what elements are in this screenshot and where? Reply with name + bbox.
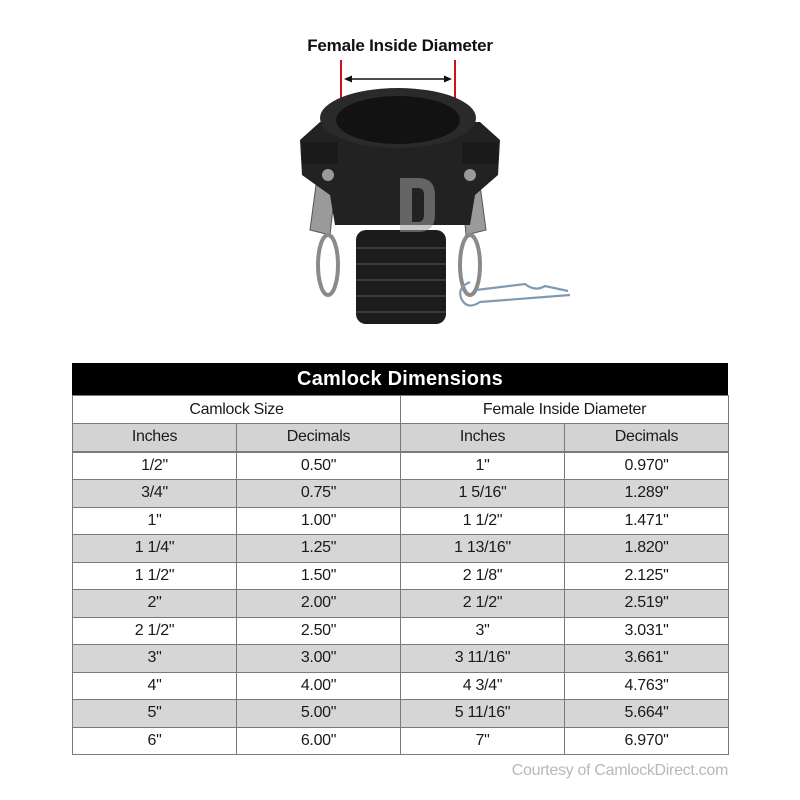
col-header-diameter-decimals: Decimals: [565, 424, 729, 452]
cell: 1.820": [565, 535, 729, 563]
table-row: [73, 562, 729, 590]
cell: 3.661": [565, 645, 729, 673]
cell: 1.50": [237, 562, 401, 590]
cell: 3/4": [73, 480, 237, 508]
cell: 1": [401, 452, 565, 480]
col-header-size-inches: Inches: [73, 424, 237, 452]
cell: 0.50": [237, 452, 401, 480]
cell: 1.00": [237, 507, 401, 535]
cell: 4 3/4": [401, 672, 565, 700]
hose-barb: [356, 230, 446, 324]
group-camlock-size: Camlock Size: [73, 396, 401, 424]
cell: 5.00": [237, 700, 401, 728]
table-row: [73, 452, 729, 480]
cell: 4": [73, 672, 237, 700]
cell: 3": [401, 617, 565, 645]
cell: 3.031": [565, 617, 729, 645]
cell: 1.289": [565, 480, 729, 508]
group-female-inside-diameter: Female Inside Diameter: [401, 396, 729, 424]
camlock-coupler-image: [280, 60, 580, 330]
table-row: [73, 727, 729, 755]
cell: 2.125": [565, 562, 729, 590]
credit-text: Courtesy of CamlockDirect.com: [511, 762, 728, 779]
cell: 3.00": [237, 645, 401, 673]
table-row: [73, 700, 729, 728]
cell: 4.763": [565, 672, 729, 700]
cell: 0.970": [565, 452, 729, 480]
cell: 5": [73, 700, 237, 728]
col-header-size-decimals: Decimals: [237, 424, 401, 452]
cell: 1 13/16": [401, 535, 565, 563]
cell: 6": [73, 727, 237, 755]
camlock-dimensions-table: [72, 363, 728, 755]
cell: 5 11/16": [401, 700, 565, 728]
table-title: Camlock Dimensions: [72, 363, 728, 395]
cell: 2": [73, 590, 237, 618]
table-row: [73, 535, 729, 563]
cell: 0.75": [237, 480, 401, 508]
cell: 1 5/16": [401, 480, 565, 508]
cell: 1 1/2": [73, 562, 237, 590]
cell: 4.00": [237, 672, 401, 700]
diagram-label: Female Inside Diameter: [307, 36, 493, 55]
diameter-arrow-icon: [344, 76, 452, 83]
col-header-diameter-inches: Inches: [401, 424, 565, 452]
cell: 2.519": [565, 590, 729, 618]
cell: 2 1/2": [401, 590, 565, 618]
cell: 2.00": [237, 590, 401, 618]
cell: 1/2": [73, 452, 237, 480]
group-header-row: [73, 396, 729, 424]
table-row: [73, 672, 729, 700]
cell: 1.471": [565, 507, 729, 535]
cell: 2 1/2": [73, 617, 237, 645]
cell: 6.00": [237, 727, 401, 755]
cell: 7": [401, 727, 565, 755]
cell: 1 1/2": [401, 507, 565, 535]
cell: 2 1/8": [401, 562, 565, 590]
cell: 1": [73, 507, 237, 535]
cell: 1 1/4": [73, 535, 237, 563]
table-row: [73, 507, 729, 535]
table-row: [73, 617, 729, 645]
cell: 6.970": [565, 727, 729, 755]
cell: 3": [73, 645, 237, 673]
cell: 5.664": [565, 700, 729, 728]
cell: 2.50": [237, 617, 401, 645]
cell: 1.25": [237, 535, 401, 563]
cell: 3 11/16": [401, 645, 565, 673]
table-row: [73, 590, 729, 618]
column-header-row: [73, 424, 729, 452]
table-row: [73, 480, 729, 508]
table-row: [73, 645, 729, 673]
